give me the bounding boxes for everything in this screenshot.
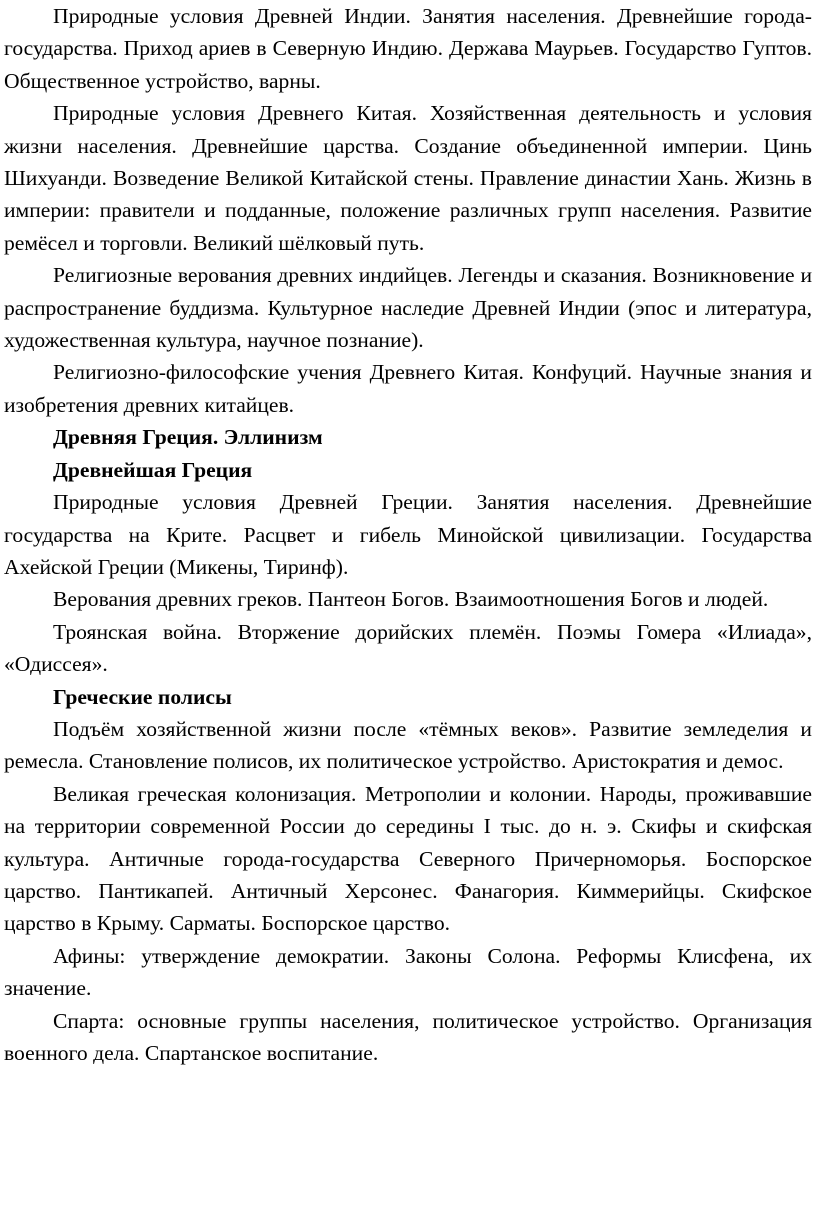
paragraph-chinese-philosophy: Религиозно-философские учения Древнего Китая. Конфуций. Научные знания и изобретения древних китайцев. xyxy=(4,360,812,417)
paragraph-sparta: Спарта: основные группы населения, политическое устройство. Организация военного дела. Спартанское воспитание. xyxy=(4,1008,812,1065)
paragraph-ancient-india: Природные условия Древней Индии. Занятия населения. Древнейшие города-государства. Приход ариев в Северную Индию. Держава Маурьев. Государство Гуптов. Общественное устройство, варны. xyxy=(4,4,812,93)
paragraph-greek-beliefs: Верования древних греков. Пантеон Богов. Взаимоотношения Богов и людей. xyxy=(53,587,769,612)
paragraph-greek-nature: Природные условия Древней Греции. Занятия населения. Древнейшие государства на Крите. Расцвет и гибель Минойской цивилизации. Государства Ахейской Греции (Микены, Тиринф). xyxy=(4,490,812,579)
paragraph-colonization: Великая греческая колонизация. Метрополии и колонии. Народы, проживавшие на территории современной России до середины I тыс. до н. э. Скифы и скифская культура. Античные города-государства Северного Причерноморья. Боспорское царство. Пантикапей. Античный Херсонес. Фанагория. Киммерийцы. Скифское царство в Крыму. Сарматы. Боспорское царство. xyxy=(4,781,812,936)
paragraph-economic-rise: Подъём хозяйственной жизни после «тёмных веков». Развитие земледелия и ремесла. Становление полисов, их политическое устройство. Аристократия и демос. xyxy=(4,716,812,774)
heading-greek-polises: Греческие полисы xyxy=(53,684,232,709)
heading-earliest-greece: Древнейшая Греция xyxy=(53,457,253,482)
paragraph-trojan-war: Троянская война. Вторжение дорийских племён. Поэмы Гомера «Илиада», «Одиссея». xyxy=(4,619,812,677)
paragraph-athens: Афины: утверждение демократии. Законы Солона. Реформы Клисфена, их значение. xyxy=(4,943,812,1001)
heading-ancient-greece: Древняя Греция. Эллинизм xyxy=(53,425,323,450)
paragraph-ancient-china: Природные условия Древнего Китая. Хозяйственная деятельность и условия жизни населения. Древнейшие царства. Создание объединенной империи. Цинь Шихуанди. Возведение Великой Китайской стены. Правление династии Хань. Жизнь в империи: правители и подданные, положение различных групп населения. Развитие ремёсел и торговли. Великий шёлковый путь. xyxy=(4,101,812,255)
paragraph-indian-beliefs: Религиозные верования древних индийцев. Легенды и сказания. Возникновение и распространение буддизма. Культурное наследие Древней Индии (эпос и литература, художественная культура, научное познание). xyxy=(4,263,812,353)
